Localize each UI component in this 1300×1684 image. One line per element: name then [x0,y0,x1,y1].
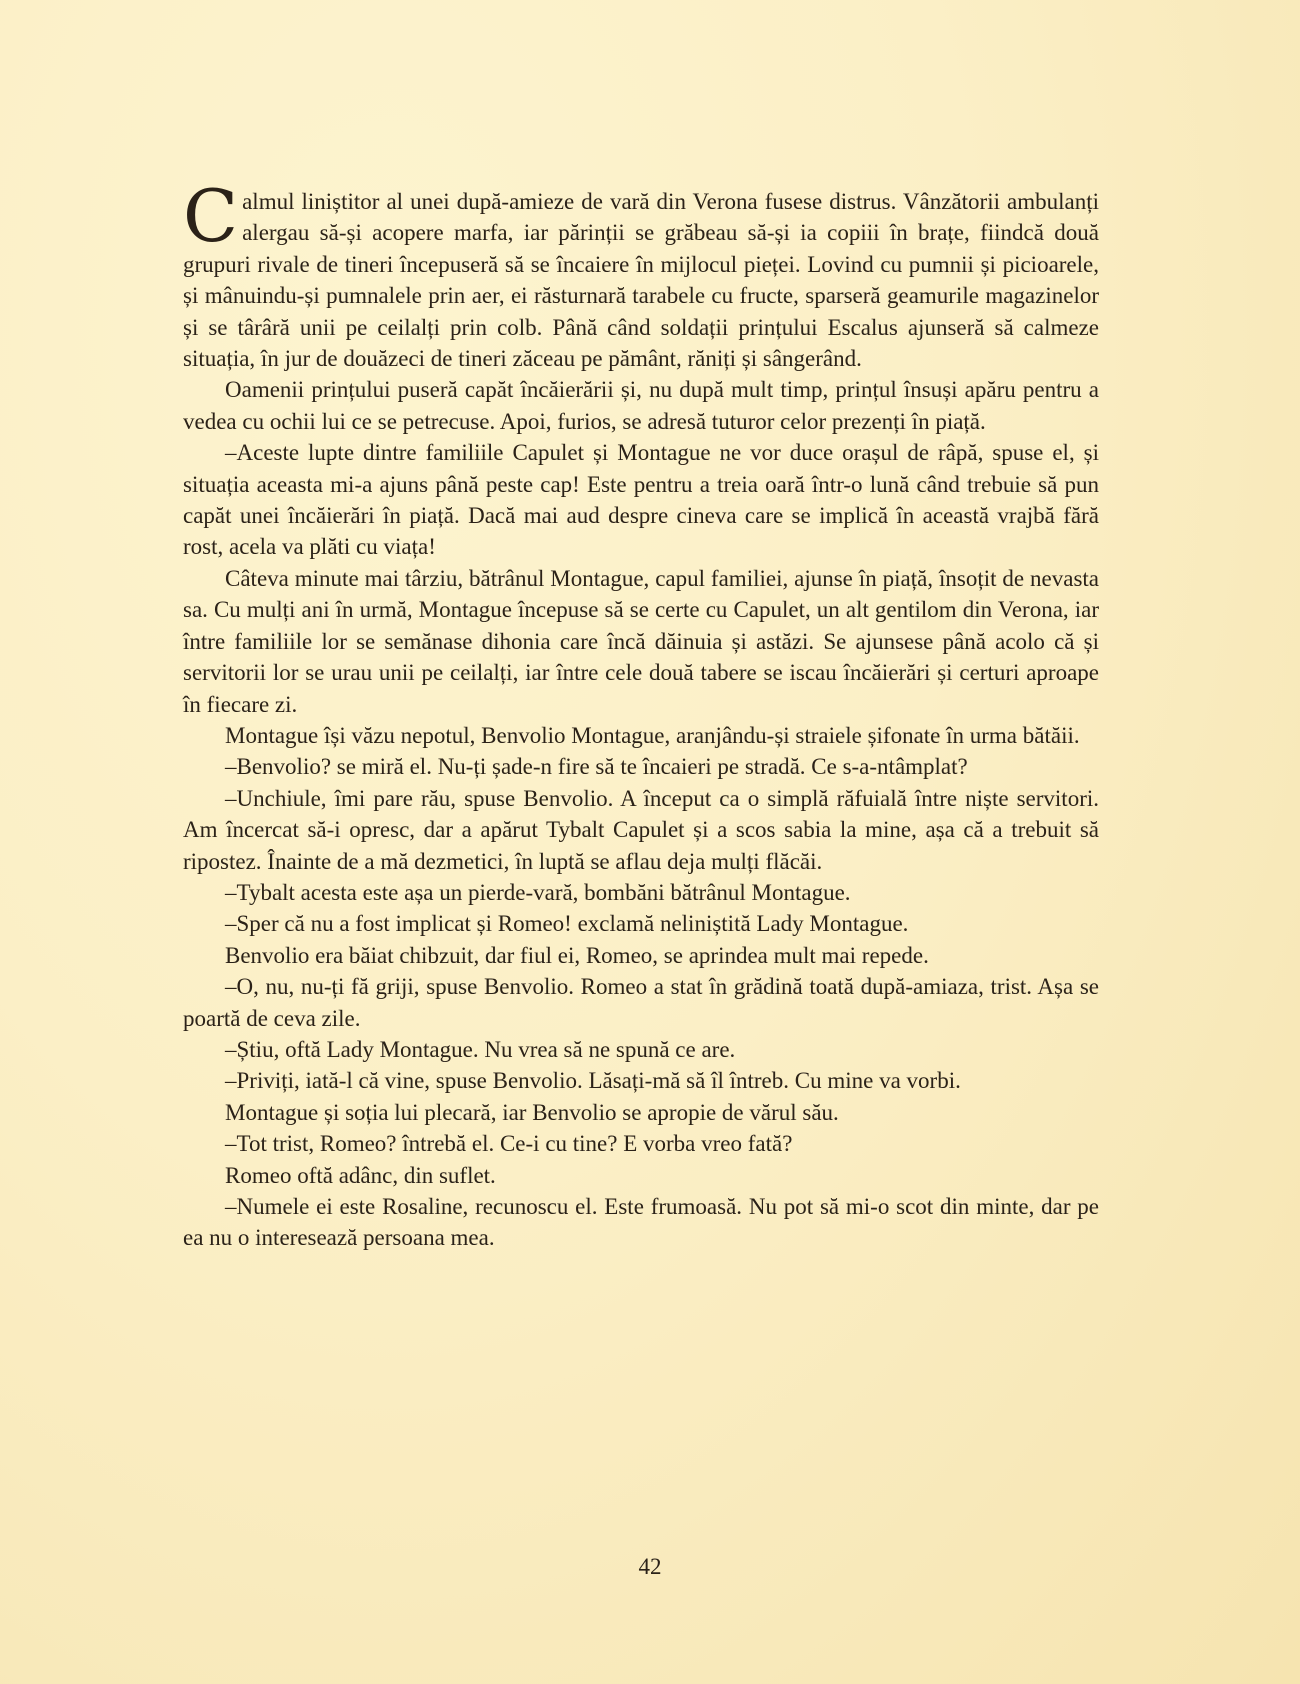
page-number: 42 [638,1554,662,1579]
paragraph-7: –Unchiule, îmi pare rău, spuse Benvolio. A început ca o simplă răfuială între niște servitori. Am încercat să-i opresc, dar a apărut Tybalt Capulet și a scos sabia la mine, așa că a trebuit să ripostez. Înainte de a mă dezmetici, în luptă se aflau deja mulți flăcăi. [183,785,1099,874]
drop-cap: C [183,174,239,258]
paragraph-11: –O, nu, nu-ți fă griji, spuse Benvolio. Romeo a stat în grădină toată după-amiaza, trist. Așa se poartă de ceva zile. [183,974,1099,1031]
paragraph-2: Oamenii prințului puseră capăt încăierării și, nu după mult timp, prințul însuși apăru pentru a vedea cu ochii lui ce se petrecuse. Apoi, furios, se adresă tuturor celor prezenți în piață. [183,377,1099,434]
paragraph-10: Benvolio era băiat chibzuit, dar fiul ei, Romeo, se aprindea mult mai repede. [225,942,929,968]
paragraph-16: Romeo oftă adânc, din suflet. [225,1162,496,1188]
paragraph-1 [183,174,1099,374]
paragraph-5: Montague își văzu nepotul, Benvolio Montague, aranjându-și straiele șifonate în urma bătăii. [225,722,1080,748]
paragraph-8: –Tybalt acesta este așa un pierde-vară, bombăni bătrânul Montague. [225,879,851,905]
paragraph-14: Montague și soția lui plecară, iar Benvolio se apropie de vărul său. [225,1099,839,1125]
paragraph-12: –Știu, oftă Lady Montague. Nu vrea să ne spună ce are. [225,1036,736,1062]
paragraph-13: –Priviți, iată-l că vine, spuse Benvolio. Lăsați-mă să îl întreb. Cu mine va vorbi. [225,1068,961,1094]
paragraph-1-text: almul liniștitor al unei după-amieze de vară din Verona fusese distrus. Vânzătorii ambulanți alergau să-și acopere marfa, iar părinții se grăbeau să-și ia copiii în brațe, fiindcă două grupuri rivale de tineri începuseră să se încaiere în mijlocul pieței. Lovind cu pumnii și picioarele, și mânuindu-și pumnalele prin aer, ei răsturnară tarabele cu fructe, sparseră geamurile magazinelor și se târâră unii pe ceilalți prin colb. Până când soldații prințului Escalus ajunseră să calmeze situația, în jur de douăzeci de tineri zăceau pe pământ, răniți și sângerând. [183,189,1099,372]
paragraph-3: –Aceste lupte dintre familiile Capulet și Montague ne vor duce orașul de râpă, spuse el, și situația aceasta mi-a ajuns până peste cap! Este pentru a treia oară într-o lună când trebuie să pun capăt unei încăierări în piață. Dacă mai aud despre cineva care se implică în această vrajbă fără rost, acela va plăti cu viața! [183,440,1099,560]
paragraph-4: Câteva minute mai târziu, bătrânul Montague, capul familiei, ajunse în piață, însoțit de nevasta sa. Cu mulți ani în urmă, Montague începuse să se certe cu Capulet, un alt gentilom din Verona, iar între familiile lor se semănase dihonia care încă dăinuia și astăzi. Se ajunsese până acolo că și servitorii lor se urau unii pe ceilalți, iar între cele două tabere se iscau încăierări și certuri aproape în fiecare zi. [183,565,1099,717]
paragraph-9: –Sper că nu a fost implicat și Romeo! exclamă neliniștită Lady Montague. [225,911,909,937]
paragraph-15: –Tot trist, Romeo? întrebă el. Ce-i cu tine? E vorba vreo fată? [225,1131,793,1157]
story-text [183,174,1099,1254]
paragraph-17: –Numele ei este Rosaline, recunoscu el. Este frumoasă. Nu pot să mi-o scot din minte, dar pe ea nu o interesează persoana mea. [183,1194,1099,1251]
paragraph-6: –Benvolio? se miră el. Nu-ți șade-n fire să te încaieri pe stradă. Ce s-a-ntâmplat? [225,754,968,780]
